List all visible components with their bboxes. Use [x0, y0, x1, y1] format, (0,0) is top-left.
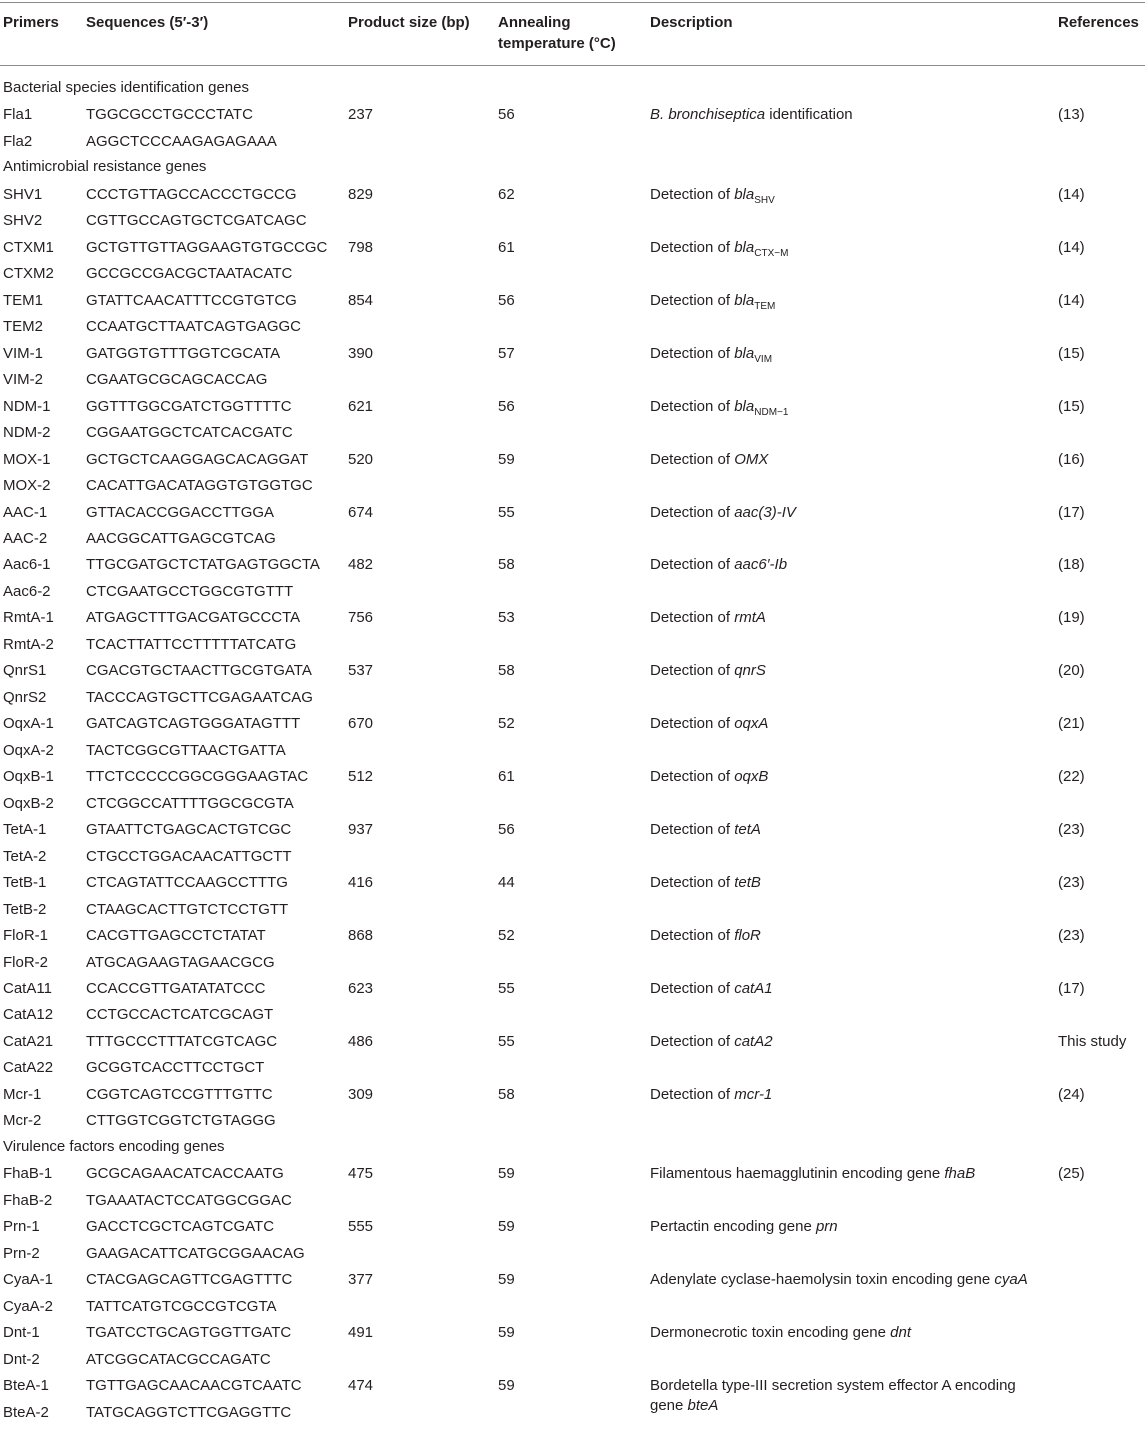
annealing-temperature: 61	[498, 239, 515, 256]
description	[650, 1164, 1045, 1184]
table-row	[0, 1270, 1145, 1296]
table-row	[0, 1350, 1145, 1376]
gene-name: fhaB	[944, 1165, 976, 1182]
reference: (15)	[1058, 398, 1085, 415]
table-row	[0, 1005, 1145, 1031]
primer-sequence: TATGCAGGTCTTCGAGGTTC	[86, 1404, 292, 1421]
table-row	[0, 582, 1145, 608]
product-size: 416	[348, 874, 374, 891]
annealing-temperature: 61	[498, 768, 515, 785]
annealing-temperature: 52	[498, 715, 515, 732]
product-size: 537	[348, 662, 374, 679]
table-row	[0, 1323, 1145, 1349]
product-size: 237	[348, 106, 374, 123]
primer-sequence: GAAGACATTCATGCGGAACAG	[86, 1245, 305, 1262]
primer-sequence: CTTGGTCGGTCTGTAGGG	[86, 1112, 276, 1129]
header-sequences: Sequences (5′-3′)	[86, 14, 209, 31]
primer-sequence: TGGCGCCTGCCCTATC	[86, 106, 253, 123]
product-size: 623	[348, 980, 374, 997]
description	[650, 1217, 1045, 1237]
table-row	[0, 317, 1145, 343]
reference: (14)	[1058, 292, 1085, 309]
header-annealing-line1: Annealing	[498, 14, 571, 31]
annealing-temperature: 57	[498, 345, 515, 362]
reference: (13)	[1058, 106, 1085, 123]
primer-name: Fla1	[3, 106, 33, 123]
description	[650, 714, 1045, 734]
primer-sequence: GTAATTCTGAGCACTGTCGC	[86, 821, 292, 838]
primer-sequence: CCAATGCTTAATCAGTGAGGC	[86, 318, 302, 335]
product-size: 854	[348, 292, 374, 309]
gene-name: rmtA	[734, 609, 766, 626]
table-row	[0, 185, 1145, 211]
annealing-temperature: 56	[498, 292, 515, 309]
primer-name: CatA21	[3, 1033, 54, 1050]
description-text: Detection of	[650, 874, 735, 891]
annealing-temperature: 59	[498, 1165, 515, 1182]
description	[650, 397, 1045, 419]
table-row	[0, 132, 1145, 158]
primer-sequence: ATGCAGAAGTAGAACGCG	[86, 954, 275, 971]
description-text: Detection of	[650, 398, 735, 415]
description-text: Dermonecrotic toxin encoding gene	[650, 1324, 891, 1341]
primer-sequence: CCTGCCACTCATCGCAGT	[86, 1006, 274, 1023]
primer-sequence: ATGAGCTTTGACGATGCCCTA	[86, 609, 301, 626]
annealing-temperature: 58	[498, 556, 515, 573]
primer-name: FloR-1	[3, 927, 49, 944]
primer-name: Aac6-1	[3, 556, 51, 573]
table-row	[0, 555, 1145, 581]
primer-name: MOX-2	[3, 477, 51, 494]
product-size: 670	[348, 715, 374, 732]
primer-sequence: TTGCGATGCTCTATGAGTGGCTA	[86, 556, 320, 573]
primer-name: FhaB-1	[3, 1165, 53, 1182]
description	[650, 820, 1045, 840]
table-row	[0, 344, 1145, 370]
description-text: Detection of	[650, 556, 735, 573]
annealing-temperature: 44	[498, 874, 515, 891]
primer-name: VIM-2	[3, 371, 44, 388]
gene-name: mcr-1	[734, 1086, 773, 1103]
primer-name: OqxB-1	[3, 768, 54, 785]
product-size: 621	[348, 398, 374, 415]
table-row	[0, 423, 1145, 449]
product-size: 520	[348, 451, 374, 468]
gene-name: catA1	[734, 980, 773, 997]
annealing-temperature: 56	[498, 398, 515, 415]
table-row	[0, 1111, 1145, 1137]
primer-name: CyaA-1	[3, 1271, 54, 1288]
annealing-temperature: 55	[498, 980, 515, 997]
header-product-size: Product size (bp)	[348, 14, 470, 31]
description-text: Detection of	[650, 504, 735, 521]
reference: (23)	[1058, 874, 1085, 891]
reference: (15)	[1058, 345, 1085, 362]
primer-sequence: GATCAGTCAGTGGGATAGTTT	[86, 715, 301, 732]
primer-sequence: CTAAGCACTTGTCTCCTGTT	[86, 901, 289, 918]
primer-name: VIM-1	[3, 345, 44, 362]
description	[650, 238, 1045, 260]
annealing-temperature: 55	[498, 504, 515, 521]
header-primers: Primers	[3, 14, 59, 31]
description-text: Detection of	[650, 927, 735, 944]
primer-sequence: TGAAATACTCCATGGCGGAC	[86, 1192, 292, 1209]
table-row	[0, 529, 1145, 555]
primer-sequence: CTGCCTGGACAACATTGCTT	[86, 848, 292, 865]
table-row	[0, 1164, 1145, 1190]
table-row	[0, 264, 1145, 290]
primer-sequence: CGGAATGGCTCATCACGATC	[86, 424, 293, 441]
table-row	[0, 820, 1145, 846]
primer-sequence: GGTTTGGCGATCTGGTTTTC	[86, 398, 292, 415]
table-row	[0, 503, 1145, 529]
primer-sequence: GCGGTCACCTTCCTGCT	[86, 1059, 265, 1076]
description	[650, 185, 1045, 207]
annealing-temperature: 56	[498, 821, 515, 838]
description-text: Filamentous haemagglutinin encoding gene	[650, 1165, 945, 1182]
annealing-temperature: 58	[498, 1086, 515, 1103]
primer-sequence: TCACTTATTCCTTTTTATCATG	[86, 636, 297, 653]
product-size: 474	[348, 1377, 374, 1394]
gene-name: catA2	[734, 1033, 773, 1050]
primer-name: BteA-2	[3, 1404, 49, 1421]
primer-name: Dnt-1	[3, 1324, 40, 1341]
primer-sequence: TATTCATGTCGCCGTCGTA	[86, 1298, 277, 1315]
product-size: 868	[348, 927, 374, 944]
table-row	[0, 450, 1145, 476]
table-row	[0, 794, 1145, 820]
description	[650, 450, 1045, 470]
gene-subscript: CTX−M	[754, 248, 789, 259]
reference: (16)	[1058, 451, 1085, 468]
primer-sequence: GCTGTTGTTAGGAAGTGTGCCGC	[86, 239, 328, 256]
primer-name: QnrS1	[3, 662, 47, 679]
gene-name: aac(3)-IV	[734, 504, 796, 521]
primer-sequence: CGACGTGCTAACTTGCGTGATA	[86, 662, 312, 679]
table-row	[0, 608, 1145, 634]
description	[650, 767, 1045, 787]
table-row	[0, 1403, 1145, 1429]
gene-name: bla	[734, 239, 755, 256]
description	[650, 661, 1045, 681]
table-row	[0, 397, 1145, 423]
reference: (22)	[1058, 768, 1085, 785]
primer-name: CTXM1	[3, 239, 54, 256]
primer-name: CatA22	[3, 1059, 54, 1076]
gene-name: tetB	[734, 874, 761, 891]
primer-sequence: TACTCGGCGTTAACTGATTA	[86, 742, 286, 759]
product-size: 555	[348, 1218, 374, 1235]
primer-sequence: CCACCGTTGATATATCCC	[86, 980, 266, 997]
primer-sequence: GTATTCAACATTTCCGTGTCG	[86, 292, 297, 309]
annealing-temperature: 59	[498, 1218, 515, 1235]
primer-sequence: CACATTGACATAGGTGTGGTGC	[86, 477, 313, 494]
annealing-temperature: 58	[498, 662, 515, 679]
description	[650, 105, 1045, 125]
primer-name: Aac6-2	[3, 583, 51, 600]
section-heading: Antimicrobial resistance genes	[3, 158, 207, 175]
primer-name: NDM-1	[3, 398, 51, 415]
reference: (14)	[1058, 186, 1085, 203]
primer-sequence: CTCGAATGCCTGGCGTGTTT	[86, 583, 294, 600]
primer-sequence: CGTTGCCAGTGCTCGATCAGC	[86, 212, 307, 229]
primer-name: Dnt-2	[3, 1351, 40, 1368]
table-row	[0, 105, 1145, 131]
primer-name: SHV2	[3, 212, 43, 229]
primer-sequence: GTTACACCGGACCTTGGA	[86, 504, 275, 521]
primer-name: TEM2	[3, 318, 44, 335]
product-size: 486	[348, 1033, 374, 1050]
product-size: 475	[348, 1165, 374, 1182]
primer-name: MOX-1	[3, 451, 51, 468]
reference: (19)	[1058, 609, 1085, 626]
product-size: 309	[348, 1086, 374, 1103]
product-size: 390	[348, 345, 374, 362]
primer-name: Mcr-2	[3, 1112, 42, 1129]
reference: This study	[1058, 1033, 1127, 1050]
annealing-temperature: 59	[498, 1271, 515, 1288]
gene-subscript: SHV	[754, 195, 775, 206]
table-row	[0, 847, 1145, 873]
primer-sequence: TTCTCCCCCGGCGGGAAGTAC	[86, 768, 309, 785]
description-text: Detection of	[650, 345, 735, 362]
primer-name: TetB-2	[3, 901, 47, 918]
primer-sequence: TTTGCCCTTTATCGTCAGC	[86, 1033, 278, 1050]
description	[650, 1323, 1045, 1343]
product-size: 512	[348, 768, 374, 785]
header-references: References	[1058, 14, 1139, 31]
gene-name: B. bronchiseptica	[650, 106, 766, 123]
gene-subscript: VIM	[754, 354, 773, 365]
table-row	[0, 661, 1145, 687]
primer-name: AAC-2	[3, 530, 48, 547]
table-row	[0, 211, 1145, 237]
primer-name: NDM-2	[3, 424, 51, 441]
description	[650, 979, 1045, 999]
description-text: Detection of	[650, 451, 735, 468]
gene-name: qnrS	[734, 662, 766, 679]
primer-name: Fla2	[3, 133, 33, 150]
primer-name: CTXM2	[3, 265, 54, 282]
primer-name: TEM1	[3, 292, 44, 309]
gene-name: cyaA	[994, 1271, 1028, 1288]
annealing-temperature: 59	[498, 451, 515, 468]
table-row	[0, 926, 1145, 952]
product-size: 491	[348, 1324, 374, 1341]
description	[650, 1085, 1045, 1105]
primer-name: RmtA-1	[3, 609, 54, 626]
section-heading: Virulence factors encoding genes	[3, 1138, 225, 1155]
reference: (23)	[1058, 821, 1085, 838]
description-text: Detection of	[650, 715, 735, 732]
description	[650, 555, 1045, 575]
annealing-temperature: 59	[498, 1324, 515, 1341]
primer-name: CatA11	[3, 980, 52, 997]
primer-name: FloR-2	[3, 954, 49, 971]
table-row	[0, 1244, 1145, 1270]
table-row	[0, 741, 1145, 767]
primer-sequence: CTACGAGCAGTTCGAGTTTC	[86, 1271, 293, 1288]
table-row	[0, 1058, 1145, 1084]
gene-name: aac6′-Ib	[734, 556, 788, 573]
gene-name: bla	[734, 345, 755, 362]
table-row	[0, 873, 1145, 899]
table-row	[0, 476, 1145, 502]
description	[650, 1270, 1045, 1290]
annealing-temperature: 55	[498, 1033, 515, 1050]
gene-name: bla	[734, 398, 755, 415]
annealing-temperature: 62	[498, 186, 515, 203]
annealing-temperature: 59	[498, 1377, 515, 1394]
header-description: Description	[650, 14, 733, 31]
header-rule	[0, 65, 1145, 66]
reference: (24)	[1058, 1086, 1085, 1103]
primer-name: OqxA-1	[3, 715, 54, 732]
gene-name: bla	[734, 186, 755, 203]
primer-name: SHV1	[3, 186, 43, 203]
description-text: Detection of	[650, 980, 735, 997]
primer-sequence: GCCGCCGACGCTAATACATC	[86, 265, 293, 282]
table-row	[0, 1191, 1145, 1217]
reference: (14)	[1058, 239, 1085, 256]
reference: (17)	[1058, 980, 1085, 997]
primer-name: FhaB-2	[3, 1192, 53, 1209]
gene-name: bla	[734, 292, 755, 309]
table-row	[0, 688, 1145, 714]
product-size: 674	[348, 504, 374, 521]
primer-name: OqxB-2	[3, 795, 54, 812]
reference: (23)	[1058, 927, 1085, 944]
gene-subscript: NDM−1	[754, 407, 789, 418]
table-row	[0, 979, 1145, 1005]
primer-sequence: GATGGTGTTTGGTCGCATA	[86, 345, 281, 362]
table-row	[0, 714, 1145, 740]
table-row	[0, 370, 1145, 396]
primer-name: OqxA-2	[3, 742, 54, 759]
description-text: Detection of	[650, 1086, 735, 1103]
table-top-rule	[0, 2, 1145, 3]
description	[650, 608, 1045, 628]
primer-sequence: ATCGGCATACGCCAGATC	[86, 1351, 271, 1368]
primer-sequence: AGGCTCCCAAGAGAGAAA	[86, 133, 277, 150]
reference: (20)	[1058, 662, 1085, 679]
description	[650, 926, 1045, 946]
primer-sequence: CGGTCAGTCCGTTTGTTC	[86, 1086, 273, 1103]
header-annealing-line2: temperature (°C)	[498, 35, 616, 52]
primer-sequence: GACCTCGCTCAGTCGATC	[86, 1218, 275, 1235]
primer-sequence: GCTGCTCAAGGAGCACAGGAT	[86, 451, 309, 468]
primer-sequence: GCGCAGAACATCACCAATG	[86, 1165, 284, 1182]
gene-name: oqxB	[734, 768, 769, 785]
reference: (21)	[1058, 715, 1085, 732]
description	[650, 1032, 1045, 1052]
annealing-temperature: 52	[498, 927, 515, 944]
description-text: Detection of	[650, 768, 735, 785]
description-text: Detection of	[650, 292, 735, 309]
product-size: 482	[348, 556, 374, 573]
section-heading: Bacterial species identification genes	[3, 79, 249, 96]
product-size: 756	[348, 609, 374, 626]
gene-name: oqxA	[734, 715, 769, 732]
table-row	[0, 1297, 1145, 1323]
gene-name: floR	[734, 927, 761, 944]
description-text: Bordetella type-III secretion system effector A encoding gene	[650, 1377, 1016, 1414]
primer-name: CyaA-2	[3, 1298, 54, 1315]
annealing-temperature: 53	[498, 609, 515, 626]
annealing-temperature: 56	[498, 106, 515, 123]
table-row	[0, 1217, 1145, 1243]
primer-name: QnrS2	[3, 689, 47, 706]
table-row	[0, 900, 1145, 926]
description-text: Adenylate cyclase-haemolysin toxin encoding gene	[650, 1271, 995, 1288]
gene-name: tetA	[734, 821, 761, 838]
description-text: Detection of	[650, 186, 735, 203]
table-row	[0, 953, 1145, 979]
description	[650, 344, 1045, 366]
primer-name: BteA-1	[3, 1377, 49, 1394]
primer-sequence: CCCTGTTAGCCACCCTGCCG	[86, 186, 297, 203]
primer-sequence: TACCCAGTGCTTCGAGAATCAG	[86, 689, 313, 706]
gene-name: dnt	[890, 1324, 911, 1341]
primer-sequence: CTCGGCCATTTTGGCGCGTA	[86, 795, 294, 812]
description-text: Detection of	[650, 609, 735, 626]
primer-name: Prn-2	[3, 1245, 40, 1262]
gene-subscript: TEM	[754, 301, 776, 312]
primer-sequence: CACGTTGAGCCTCTATAT	[86, 927, 266, 944]
primer-name: AAC-1	[3, 504, 48, 521]
gene-name: bteA	[687, 1397, 719, 1414]
description-suffix: identification	[765, 106, 853, 123]
description-text: Detection of	[650, 662, 735, 679]
product-size: 937	[348, 821, 374, 838]
reference: (25)	[1058, 1165, 1085, 1182]
description	[650, 873, 1045, 893]
primer-sequence: TGATCCTGCAGTGGTTGATC	[86, 1324, 292, 1341]
description-text: Pertactin encoding gene	[650, 1218, 816, 1235]
table-row	[0, 767, 1145, 793]
table-row	[0, 291, 1145, 317]
description	[650, 291, 1045, 313]
reference: (17)	[1058, 504, 1085, 521]
gene-name: prn	[815, 1218, 838, 1235]
description-text: Detection of	[650, 821, 735, 838]
description	[650, 503, 1045, 523]
primer-sequence: AACGGCATTGAGCGTCAG	[86, 530, 276, 547]
table-row	[0, 1085, 1145, 1111]
gene-name: OMX	[734, 451, 769, 468]
primer-name: TetA-2	[3, 848, 47, 865]
table-row	[0, 238, 1145, 264]
product-size: 798	[348, 239, 374, 256]
table-row	[0, 635, 1145, 661]
description-text: Detection of	[650, 1033, 735, 1050]
description-text: Detection of	[650, 239, 735, 256]
primer-name: TetB-1	[3, 874, 47, 891]
primer-name: RmtA-2	[3, 636, 54, 653]
primer-sequence: CGAATGCGCAGCACCAG	[86, 371, 268, 388]
primer-sequence: TGTTGAGCAACAACGTCAATC	[86, 1377, 302, 1394]
primer-name: TetA-1	[3, 821, 47, 838]
primer-name: Prn-1	[3, 1218, 40, 1235]
primer-sequence: CTCAGTATTCCAAGCCTTTG	[86, 874, 288, 891]
product-size: 377	[348, 1271, 374, 1288]
product-size: 829	[348, 186, 374, 203]
primer-name: CatA12	[3, 1006, 54, 1023]
table-row	[0, 1032, 1145, 1058]
reference: (18)	[1058, 556, 1085, 573]
primer-name: Mcr-1	[3, 1086, 42, 1103]
